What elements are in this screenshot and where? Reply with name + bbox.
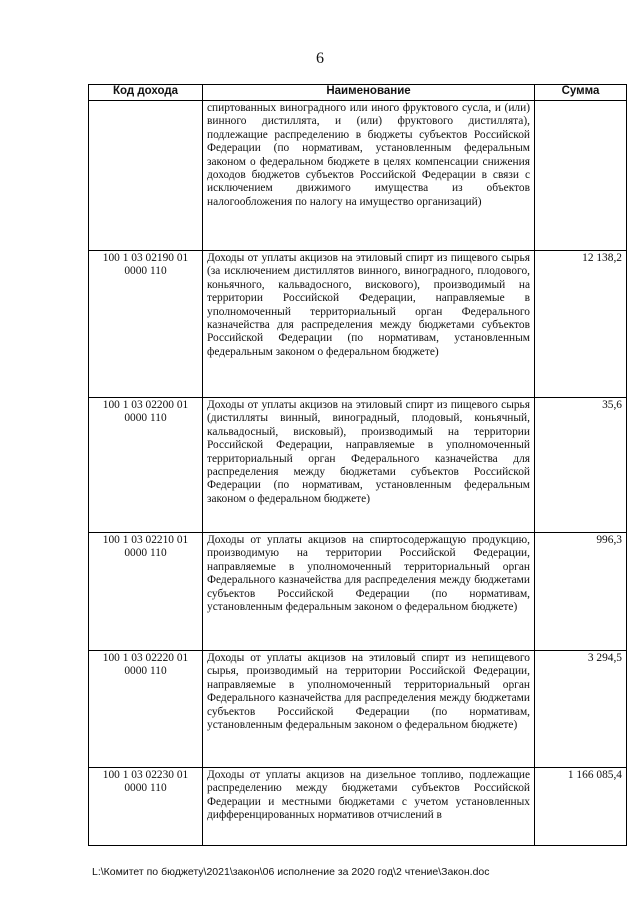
row-sum: 12 138,2 [535, 251, 627, 398]
column-header-name: Наименование [203, 85, 535, 101]
page-number: 6 [316, 50, 324, 67]
table-row [89, 768, 627, 846]
table-row [89, 398, 627, 533]
row-name: Доходы от уплаты акцизов на этиловый спирт из пищевого сырья (дистилляты винный, виноградный, плодовый, коньячный, кальвадосный, висковый), производимый на территории Российской Федерации, направляемые в уполномоченный территориальный орган Федерального казначейства для распределения между бюджетами субъектов Российской Федерации (по нормативам, установленным федеральным законом о федеральном бюджете) [203, 398, 535, 533]
revenue-table [88, 84, 627, 846]
table-row [89, 251, 627, 398]
row-code: 100 1 03 02200 01 0000 110 [89, 398, 203, 533]
row-name: Доходы от уплаты акцизов на этиловый спирт из непищевого сырья, производимый на территории Российской Федерации, направляемые в уполномоченный территориальный орган Федерального казначейства для распределения между бюджетами субъектов Российской Федерации (по нормативам, установленным федеральным законом о федеральном бюджете) [203, 651, 535, 768]
row-name: Доходы от уплаты акцизов на этиловый спирт из пищевого сырья (за исключением дистиллятов винного, виноградного, плодового, коньячного, кальвадосного, вискового), производимый на территории Российской Федерации, направляемые в уполномоченный территориальный орган Федерального казначейства для распределения между бюджетами субъектов Российской Федерации (по нормативам, установленным федеральным законом о федеральном бюджете) [203, 251, 535, 398]
row-sum: 35,6 [535, 398, 627, 533]
column-header-sum: Сумма [535, 85, 627, 101]
table-header-row [89, 85, 627, 101]
row-name: Доходы от уплаты акцизов на спиртосодержащую продукцию, производимую на территории Российской Федерации, направляемые в уполномоченный территориальный орган Федерального казначейства для распределения между бюджетами субъектов Российской Федерации (по нормативам, установленным федеральным законом о федеральном бюджете) [203, 533, 535, 651]
table-row [89, 101, 627, 251]
file-path-footer: L:\Комитет по бюджету\2021\закон\06 исполнение за 2020 год\2 чтение\Закон.doc [92, 866, 490, 878]
row-name: Доходы от уплаты акцизов на дизельное топливо, подлежащие распределению между бюджетами субъектов Российской Федерации и местными бюджетами с учетом установленных дифференцированных нормативов отчислений в [203, 768, 535, 846]
column-header-code: Код дохода [89, 85, 203, 101]
row-sum: 1 166 085,4 [535, 768, 627, 846]
table-row [89, 533, 627, 651]
row-sum: 3 294,5 [535, 651, 627, 768]
table-row [89, 651, 627, 768]
row-code [89, 101, 203, 251]
row-code: 100 1 03 02220 01 0000 110 [89, 651, 203, 768]
row-name: спиртованных виноградного или иного фруктового сусла, и (или) винного дистиллята, и (или) фруктового дистиллята), подлежащие распределению в бюджеты субъектов Российской Федерации (по нормативам, установленным федеральным законом о федеральном бюджете в целях компенсации снижения доходов бюджетов субъектов Российской Федерации в связи с исключением движимого имущества из объектов налогообложения по налогу на имущество организаций) [203, 101, 535, 251]
row-code: 100 1 03 02190 01 0000 110 [89, 251, 203, 398]
row-sum: 996,3 [535, 533, 627, 651]
row-code: 100 1 03 02210 01 0000 110 [89, 533, 203, 651]
row-sum [535, 101, 627, 251]
row-code: 100 1 03 02230 01 0000 110 [89, 768, 203, 846]
